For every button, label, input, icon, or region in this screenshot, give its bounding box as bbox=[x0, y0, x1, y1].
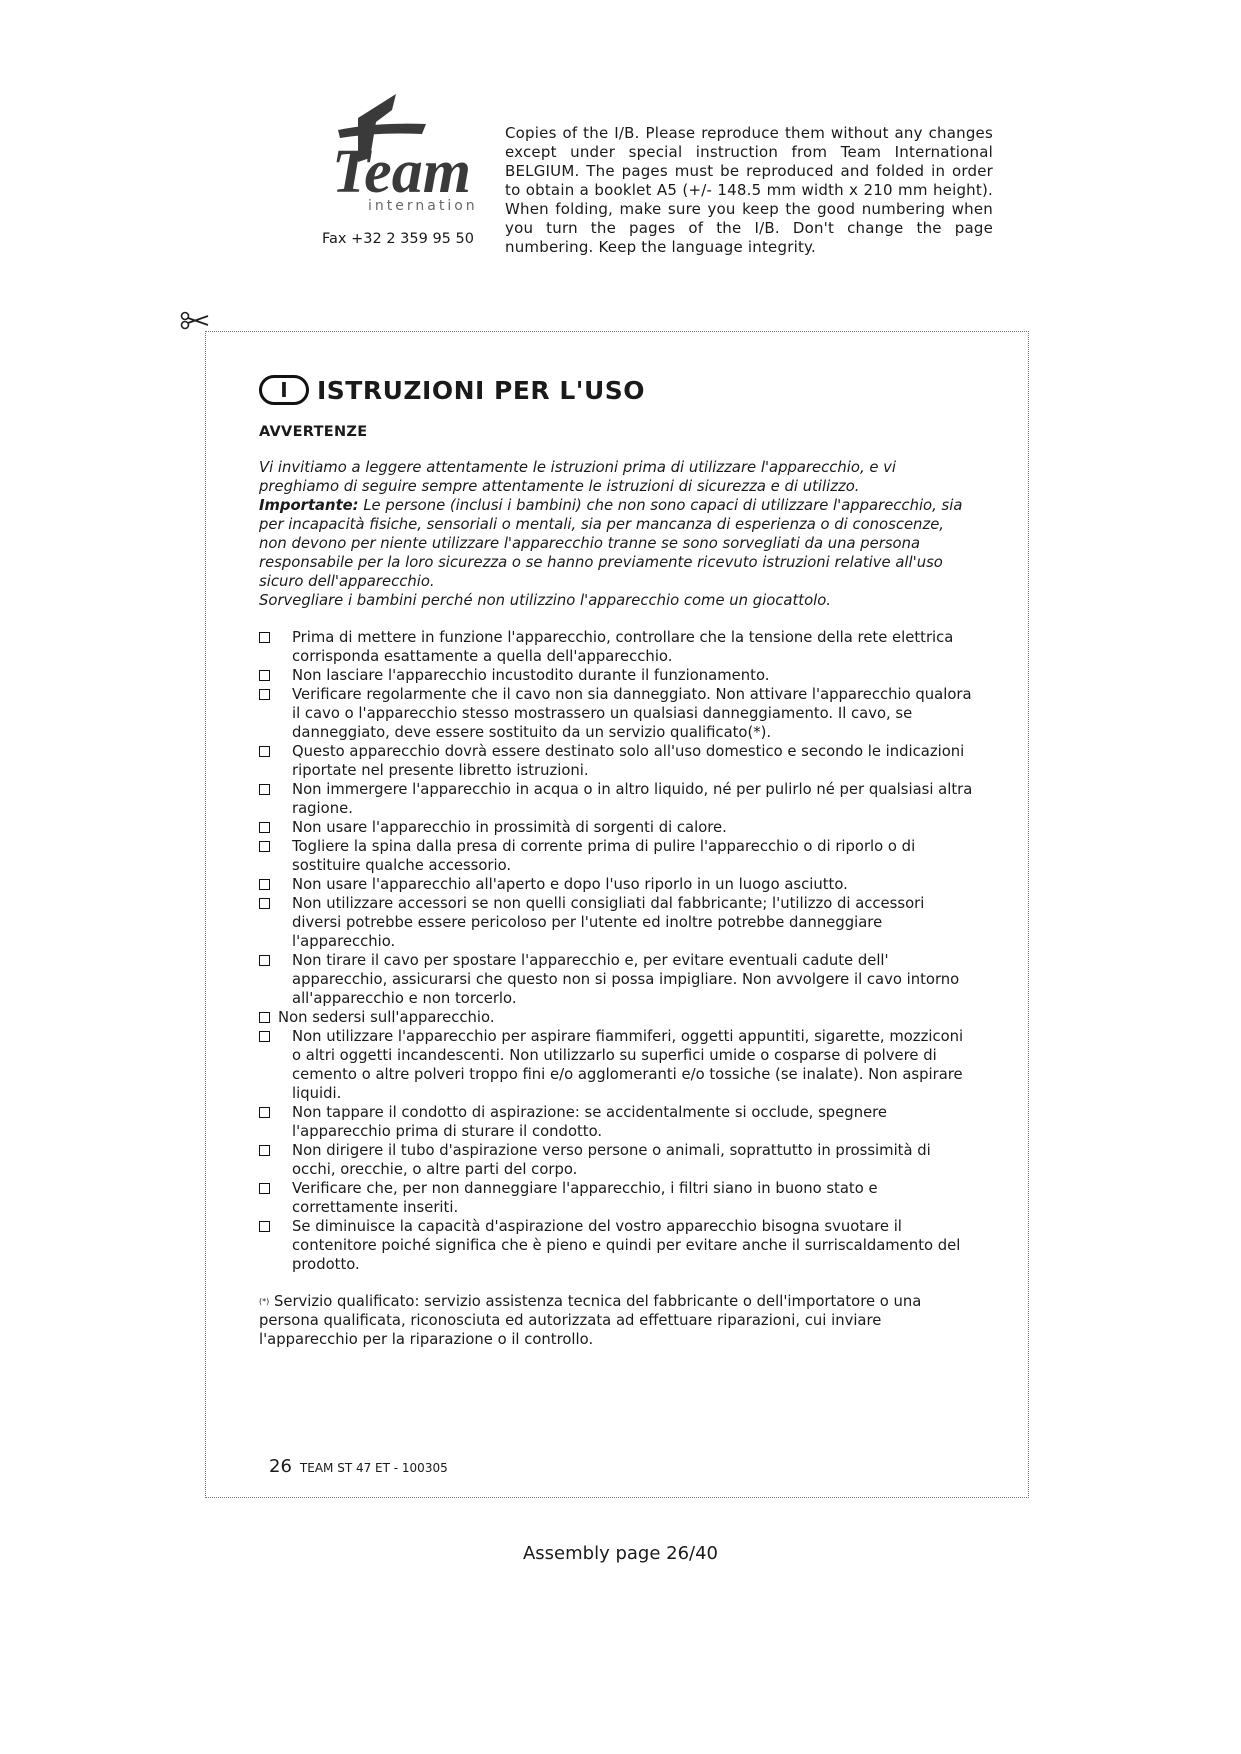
list-item-text: Se diminuisce la capacità d'aspirazione del vostro apparecchio bisogna svuotare il contenitore poiché significa che è pieno e quindi per evitare anche il surriscaldamento del prodotto. bbox=[292, 1218, 961, 1273]
checkbox-icon bbox=[259, 632, 270, 643]
checkbox-icon bbox=[259, 898, 270, 909]
footnote-mark: (*) bbox=[259, 1297, 270, 1306]
list-item bbox=[259, 1217, 975, 1274]
supervision-paragraph: Sorvegliare i bambini perché non utilizzino l'apparecchio come un giocattolo. bbox=[259, 592, 832, 609]
page-number: 26 bbox=[269, 1456, 292, 1477]
team-international-logo bbox=[318, 88, 478, 220]
checkbox-icon bbox=[259, 670, 270, 681]
list-item-text: Non tirare il cavo per spostare l'apparecchio e, per evitare eventuali cadute dell' apparecchio, assicurarsi che questo non si possa impigliare. Non avvolgere il cavo intorno all'apparecchio e non torcerlo. bbox=[292, 952, 960, 1007]
scissors-icon bbox=[180, 310, 210, 332]
list-item-text: Non immergere l'apparecchio in acqua o in altro liquido, né per pulirlo né per qualsiasi altra ragione. bbox=[292, 781, 973, 817]
list-item-text: Non usare l'apparecchio all'aperto e dopo l'uso riporlo in un luogo asciutto. bbox=[292, 876, 848, 893]
important-label: Importante: bbox=[259, 497, 359, 514]
list-item-text: Non tappare il condotto di aspirazione: se accidentalmente si occlude, spegnere l'apparecchio prima di sturare il condotto. bbox=[292, 1104, 888, 1140]
assembly-page-label: Assembly page 26/40 bbox=[522, 1543, 719, 1564]
page-footer bbox=[269, 1456, 448, 1477]
list-item-text: Verificare che, per non danneggiare l'apparecchio, i filtri siano in buono stato e correttamente inseriti. bbox=[292, 1180, 878, 1216]
checkbox-icon bbox=[259, 955, 270, 966]
important-text: Le persone (inclusi i bambini) che non sono capaci di utilizzare l'apparecchio, sia per incapacità fisiche, sensoriali o mentali, sia per mancanza di esperienza o di conoscenze, non devono per niente utilizzare l'apparecchio tranne se sono sorvegliati da una persona responsabile per la loro sicurezza o se hanno previamente ricevuto istruzioni relative all'uso sicuro dell'apparecchio. bbox=[259, 497, 963, 590]
list-item bbox=[259, 780, 975, 818]
checkbox-icon bbox=[259, 1221, 270, 1232]
footnote-text: Servizio qualificato: servizio assistenza tecnica del fabbricante o dell'importatore o una persona qualificata, riconosciuta ed autorizzata ad effettuare riparazioni, cui inviare l'apparecchio per la riparazione o il controllo. bbox=[259, 1293, 922, 1348]
warnings-intro bbox=[259, 458, 975, 610]
list-item bbox=[259, 1103, 975, 1141]
checkbox-icon bbox=[259, 1145, 270, 1156]
list-item-text: Non sedersi sull'apparecchio. bbox=[278, 1009, 495, 1026]
fax-number: Fax +32 2 359 95 50 bbox=[322, 231, 474, 247]
safety-list bbox=[259, 628, 975, 1274]
checkbox-icon bbox=[259, 746, 270, 757]
warnings-title: AVVERTENZE bbox=[259, 424, 368, 440]
checkbox-icon bbox=[259, 689, 270, 700]
list-item-text: Non lasciare l'apparecchio incustodito durante il funzionamento. bbox=[292, 667, 770, 684]
footnote bbox=[259, 1292, 975, 1349]
list-item bbox=[259, 1179, 975, 1217]
checkbox-icon bbox=[259, 822, 270, 833]
checkbox-icon bbox=[259, 1183, 270, 1194]
language-badge: I bbox=[259, 375, 309, 405]
assembly-instructions: Copies of the I/B. Please reproduce them without any changes except under special instruction from Team International BELGIUM. The pages must be reproduced and folded in order to obtain a booklet A5 (+/- 148.5 mm width x 210 mm height). When folding, make sure you keep the good numbering when you turn the pages of the I/B. Don't change the page numbering. Keep the language integrity. bbox=[505, 124, 993, 256]
list-item-text: Non utilizzare l'apparecchio per aspirare fiammiferi, oggetti appuntiti, sigarette, mozziconi o altri oggetti incandescenti. Non utilizzarlo su superfici umide o cosparse di polvere di cemento o altre polveri troppo fini e/o agglomeranti e/o tossiche (se inalate). Non aspirare liquidi. bbox=[292, 1028, 964, 1102]
logo-tagline-text: internation bbox=[368, 198, 478, 214]
list-item-text: Prima di mettere in funzione l'apparecchio, controllare che la tensione della rete elettrica corrisponda esattamente a quella dell'apparecchio. bbox=[292, 629, 954, 665]
list-item-text: Non utilizzare accessori se non quelli consigliati dal fabbricante; l'utilizzo di accessori diversi potrebbe essere pericoloso per l'utente ed inoltre potrebbe danneggiare l'apparecchio. bbox=[292, 895, 925, 950]
intro-paragraph: Vi invitiamo a leggere attentamente le istruzioni prima di utilizzare l'apparecchio, e vi preghiamo di seguire sempre attentamente le istruzioni di sicurezza e di utilizzo. bbox=[259, 459, 897, 495]
list-item bbox=[259, 837, 975, 875]
list-item-text: Questo apparecchio dovrà essere destinato solo all'uso domestico e secondo le indicazioni riportate nel presente libretto istruzioni. bbox=[292, 743, 965, 779]
logo-brand-text: Team bbox=[332, 138, 471, 206]
list-item-text: Non dirigere il tubo d'aspirazione verso persone o animali, soprattutto in prossimità di occhi, orecchie, o altre parti del corpo. bbox=[292, 1142, 931, 1178]
list-item bbox=[259, 1141, 975, 1179]
checkbox-icon bbox=[259, 841, 270, 852]
list-item-text: Verificare regolarmente che il cavo non sia danneggiato. Non attivare l'apparecchio qualora il cavo o l'apparecchio stesso mostrassero un qualsiasi danneggiamento. Il cavo, se danneggiato, deve essere sostituito da un servizio qualificato(*). bbox=[292, 686, 972, 741]
section-heading bbox=[259, 372, 975, 408]
list-item bbox=[259, 894, 975, 951]
manual-page bbox=[259, 372, 975, 1349]
page-code: TEAM ST 47 ET - 100305 bbox=[299, 1461, 448, 1475]
list-item-text: Togliere la spina dalla presa di corrente prima di pulire l'apparecchio o di riporlo o di sostituire qualche accessorio. bbox=[292, 838, 916, 874]
list-item bbox=[259, 818, 975, 837]
list-item bbox=[259, 742, 975, 780]
list-item bbox=[259, 875, 975, 894]
list-item bbox=[259, 1027, 975, 1103]
list-item bbox=[259, 1008, 975, 1027]
checkbox-icon bbox=[259, 1107, 270, 1118]
checkbox-icon bbox=[259, 1012, 270, 1023]
list-item bbox=[259, 628, 975, 666]
checkbox-icon bbox=[259, 1031, 270, 1042]
list-item bbox=[259, 666, 975, 685]
checkbox-icon bbox=[259, 784, 270, 795]
checkbox-icon bbox=[259, 879, 270, 890]
list-item bbox=[259, 685, 975, 742]
list-item-text: Non usare l'apparecchio in prossimità di sorgenti di calore. bbox=[292, 819, 727, 836]
list-item bbox=[259, 951, 975, 1008]
page-title: ISTRUZIONI PER L'USO bbox=[317, 375, 646, 405]
important-paragraph bbox=[259, 496, 975, 591]
